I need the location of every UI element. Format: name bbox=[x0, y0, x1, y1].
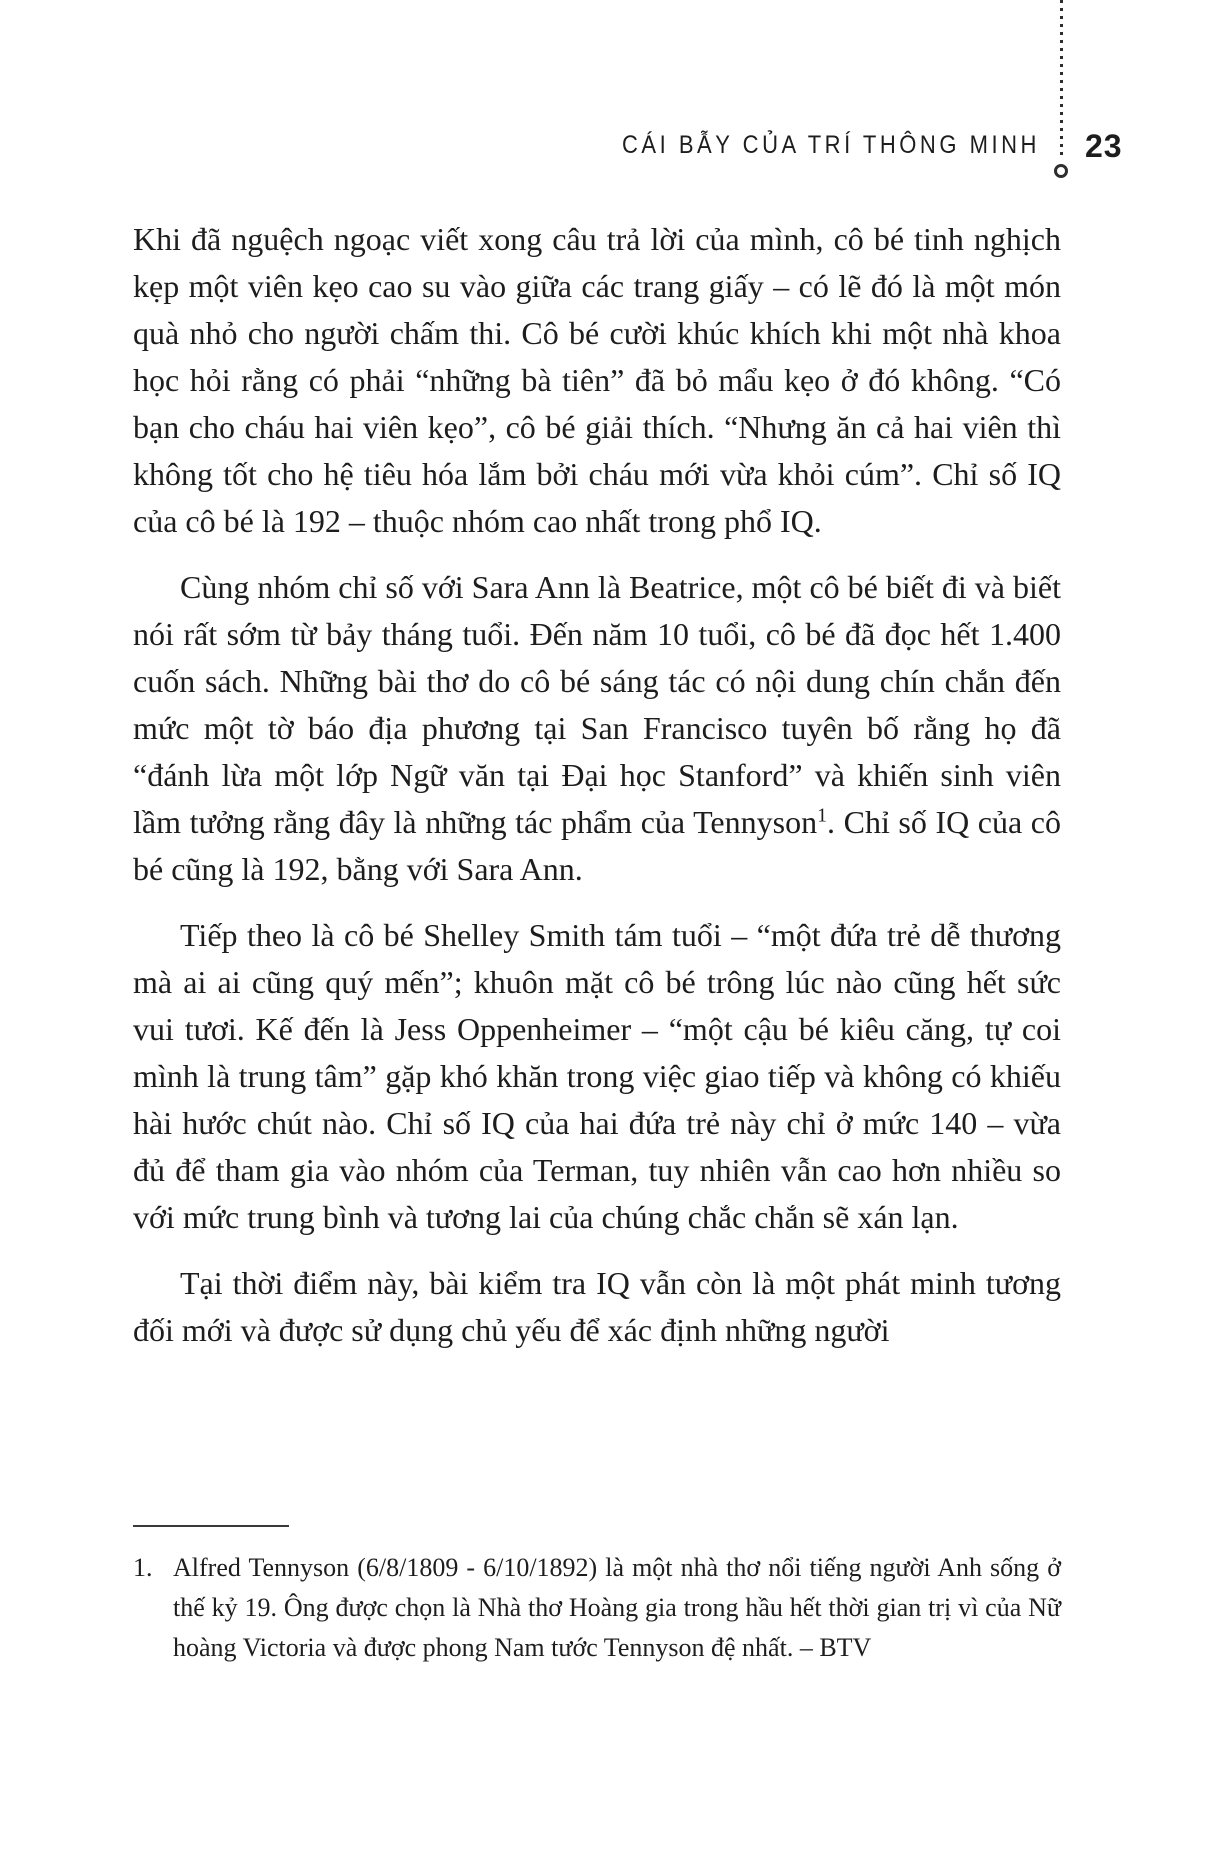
running-header-title: CÁI BẪY CỦA TRÍ THÔNG MINH bbox=[622, 131, 1040, 159]
paragraph-3-text: Tiếp theo là cô bé Shelley Smith tám tuổi – “một đứa trẻ dễ thương mà ai ai cũng quý mến”; khuôn mặt cô bé trông lúc nào cũng hết sức vui tươi. Kế đến là Jess Oppenheimer – “một cậu bé kiêu căng, tự coi mình là trung tâm” gặp khó khăn trong việc giao tiếp và không có khiếu hài hước chút nào. Chỉ số IQ của hai đứa trẻ này chỉ ở mức 140 – vừa đủ để tham gia vào nhóm của Terman, tuy nhiên vẫn cao hơn nhiều so với mức trung bình và tương lai của chúng chắc chắn sẽ xán lạn. bbox=[133, 917, 1061, 1235]
page-number: 23 bbox=[1085, 128, 1123, 164]
paragraph-1-text: Khi đã nguệch ngoạc viết xong câu trả lời của mình, cô bé tinh nghịch kẹp một viên kẹo cao su vào giữa các trang giấy – có lẽ đó là một món quà nhỏ cho người chấm thi. Cô bé cười khúc khích khi một nhà khoa học hỏi rằng có phải “những bà tiên” đã bỏ mẩu kẹo ở đó không. “Có bạn cho cháu hai viên kẹo”, cô bé giải thích. “Nhưng ăn cả hai viên thì không tốt cho hệ tiêu hóa lắm bởi cháu mới vừa khỏi cúm”. Chỉ số IQ của cô bé là 192 – thuộc nhóm cao nhất trong phổ IQ. bbox=[133, 221, 1061, 539]
body-text-block bbox=[133, 216, 1061, 1373]
circle-ornament-icon bbox=[1054, 164, 1068, 178]
footnote-marker: 1. bbox=[133, 1553, 153, 1582]
paragraph-4 bbox=[133, 1260, 1061, 1354]
footnote bbox=[133, 1548, 1061, 1668]
paragraph-2-text-start: Cùng nhóm chỉ số với Sara Ann là Beatrice, một cô bé biết đi và biết nói rất sớm từ bảy tháng tuổi. Đến năm 10 tuổi, cô bé đã đọc hết 1.400 cuốn sách. Những bài thơ do cô bé sáng tác có nội dung chín chắn đến mức một tờ báo địa phương tại San Francisco tuyên bố rằng họ đã “đánh lừa một lớp Ngữ văn tại Đại học Stanford” và khiến sinh viên lầm tưởng rằng đây là những tác phẩm của Tennyson bbox=[133, 569, 1061, 840]
paragraph-1 bbox=[133, 216, 1061, 545]
paragraph-4-text: Tại thời điểm này, bài kiểm tra IQ vẫn còn là một phát minh tương đối mới và được sử dụng chủ yếu để xác định những người bbox=[133, 1265, 1061, 1348]
footnote-reference-superscript: 1 bbox=[817, 804, 828, 827]
footnote-separator bbox=[133, 1525, 289, 1527]
paragraph-2-text-end: . Chỉ số IQ của cô bé cũng là 192, bằng với Sara Ann. bbox=[133, 804, 1062, 887]
paragraph-2 bbox=[133, 564, 1061, 893]
dotted-vertical-rule bbox=[1060, 0, 1063, 159]
paragraph-3 bbox=[133, 912, 1061, 1241]
footnote-text: Alfred Tennyson (6/8/1809 - 6/10/1892) là một nhà thơ nổi tiếng người Anh sống ở thế kỷ 19. Ông được chọn là Nhà thơ Hoàng gia trong hầu hết thời gian trị vì của Nữ hoàng Victoria và được phong Nam tước Tennyson đệ nhất. – BTV bbox=[173, 1553, 1061, 1662]
